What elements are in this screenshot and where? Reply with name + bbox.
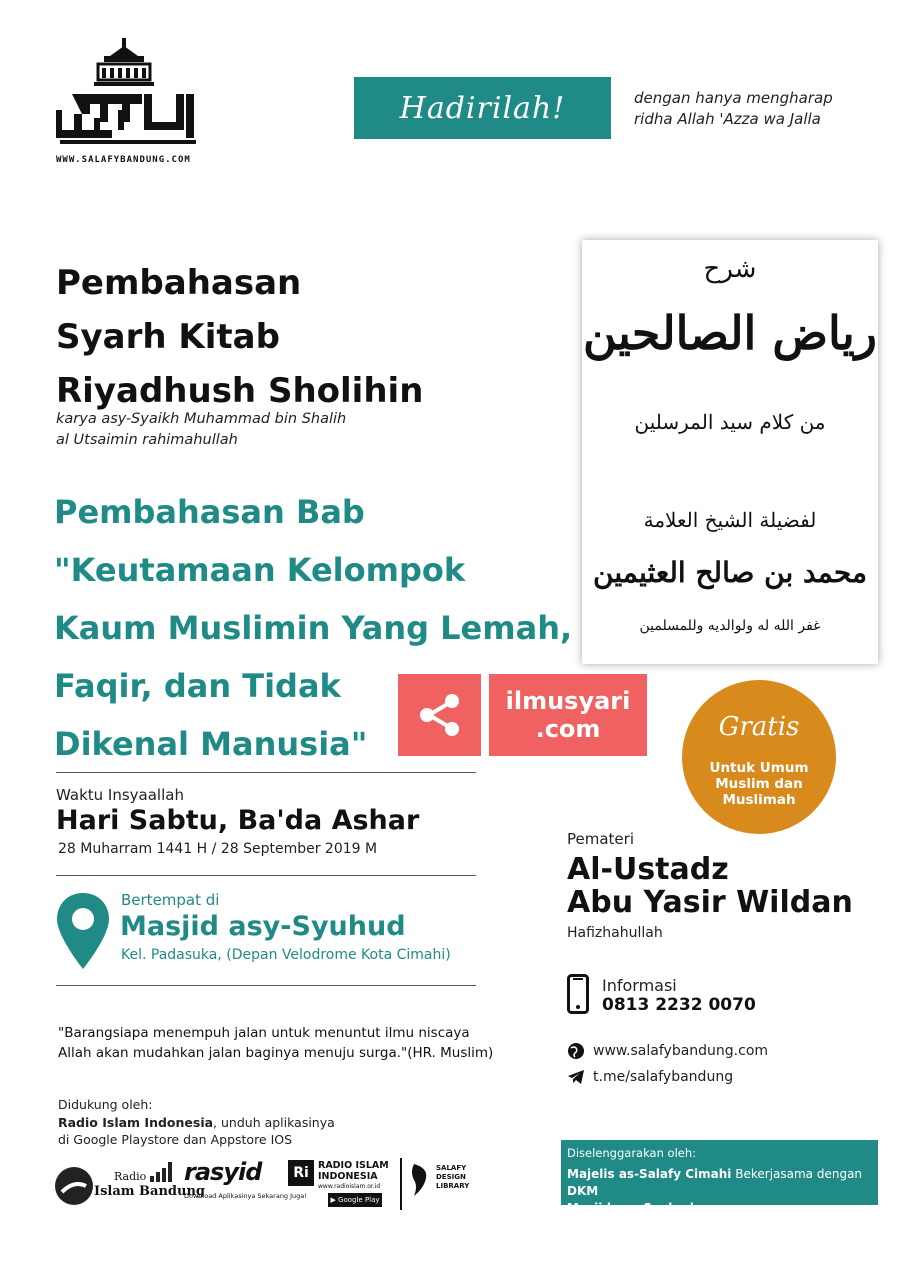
title-line1: Pembahasan [56, 263, 302, 303]
salafy-bandung-logo [52, 34, 212, 169]
sponsor4-line3: LIBRARY [436, 1182, 470, 1190]
header-subtitle [634, 88, 874, 130]
bab-line4: Faqir, dan Tidak [54, 667, 341, 705]
title-line2: Syarh Kitab [56, 317, 280, 357]
radio-islam-indonesia-logo: Ri RADIO ISLAM INDONESIA www.radioislam.or.id ▶ Google Play [288, 1160, 398, 1210]
organizer-line2: Masjid asy-Syuhud [567, 1201, 694, 1215]
dukung-text [58, 1114, 388, 1148]
sponsor2-sub: Download Aplikasinya Sekarang Juga! [184, 1192, 307, 1200]
share-icon [415, 690, 465, 740]
organizer-bold2: DKM [567, 1184, 599, 1198]
share-button[interactable] [398, 674, 481, 756]
tempat-address: Kel. Padasuka, (Depan Velodrome Kota Cimahi) [121, 947, 451, 963]
waktu-date: 28 Muharram 1441 H / 28 September 2019 M [58, 841, 378, 857]
phone-icon [567, 974, 589, 1014]
divider [56, 875, 476, 876]
organizer-mid: Bekerjasama dengan [731, 1167, 863, 1181]
pemateri-name-line1: Al-Ustadz [567, 852, 729, 887]
bab-line3: Kaum Muslimin Yang Lemah, [54, 609, 573, 647]
telegram-icon [567, 1069, 585, 1085]
pemateri-name-line2: Abu Yasir Wildan [567, 885, 853, 920]
organizer-box [561, 1140, 878, 1215]
author [56, 409, 456, 451]
organizer-bold1: Majelis as-Salafy Cimahi [567, 1167, 732, 1181]
pemateri-label: Pemateri [567, 830, 634, 848]
globe-icon [567, 1042, 585, 1060]
hadirilah-text: Hadirilah! [399, 90, 566, 126]
organizer-text [567, 1166, 872, 1217]
book-arabic-6: غفر الله له ولوالديه وللمسلمين [639, 618, 821, 634]
main-title [56, 256, 423, 418]
hadith-quote [58, 1023, 518, 1063]
gratis-title: Gratis [718, 712, 800, 742]
sponsor3-line2: INDONESIA [318, 1171, 378, 1182]
sponsor1-line2: Islam Bandung [94, 1184, 205, 1199]
dukung-rest: , unduh aplikasinya [213, 1115, 335, 1130]
gratis-text [682, 760, 836, 808]
gratis-badge [682, 680, 836, 834]
book-cover [582, 240, 878, 664]
tempat-label: Bertempat di [121, 891, 220, 909]
salafy-design-library-logo [410, 1160, 480, 1210]
sponsor3-line3: www.radioislam.or.id [318, 1183, 381, 1190]
waktu-day: Hari Sabtu, Ba'da Ashar [56, 805, 420, 836]
telegram-text: t.me/salafybandung [593, 1069, 734, 1085]
bab-line2: "Keutamaan Kelompok [54, 551, 466, 589]
gratis-line3: Muslimah [722, 792, 796, 808]
divider [56, 772, 476, 773]
logo-url: WWW.SALAFYBANDUNG.COM [56, 155, 191, 165]
rasyid-logo [184, 1158, 307, 1210]
author-line2: al Utsaimin rahimahullah [56, 432, 238, 448]
book-arabic-1: شرح [703, 254, 757, 284]
book-arabic-4: لفضيلة الشيخ العلامة [643, 508, 817, 532]
title-line3: Riyadhush Sholihin [56, 371, 424, 411]
sponsor-logos [54, 1158, 474, 1214]
location-pin-icon [55, 891, 111, 971]
divider [56, 985, 476, 986]
sponsor1-line1: Radio [114, 1170, 147, 1183]
sponsor2-name: rasyid [184, 1158, 262, 1186]
book-arabic-3: من كلام سيد المرسلين [634, 410, 826, 434]
website-text: www.salafybandung.com [593, 1043, 769, 1059]
ilmusyari-link[interactable] [489, 674, 647, 756]
bab-line1: Pembahasan Bab [54, 493, 365, 531]
info-phone[interactable]: 0813 2232 0070 [602, 995, 756, 1015]
info-label: Informasi [602, 976, 677, 995]
ilmusyari-line1: ilmusyari [505, 687, 631, 715]
gratis-line2: Muslim dan [715, 776, 803, 792]
dukung-label: Didukung oleh: [58, 1097, 153, 1112]
gratis-line1: Untuk Umum [709, 760, 809, 776]
sponsor4-line1: SALAFY [436, 1164, 467, 1172]
sponsor-divider [400, 1158, 402, 1210]
ilmusyari-line2: .com [535, 715, 601, 743]
sponsor4-line2: DESIGN [436, 1173, 466, 1181]
author-line1: karya asy-Syaikh Muhammad bin Shalih [56, 411, 347, 427]
website-link[interactable] [567, 1042, 768, 1060]
quote-line2: Allah akan mudahkan jalan baginya menuju surga."(HR. Muslim) [58, 1045, 494, 1061]
pemateri-name [567, 853, 853, 919]
radio-islam-bandung-logo [54, 1162, 205, 1210]
bab-line5: Dikenal Manusia" [54, 725, 368, 763]
waktu-label: Waktu Insyaallah [56, 786, 184, 804]
quote-line1: "Barangsiapa menempuh jalan untuk menuntut ilmu niscaya [58, 1025, 470, 1041]
header-subtitle-line2: ridha Allah 'Azza wa Jalla [634, 110, 821, 128]
organizer-label: Diselenggarakan oleh: [567, 1146, 697, 1160]
book-arabic-2: رياض الصالحين [583, 306, 877, 360]
dukung-bold: Radio Islam Indonesia [58, 1115, 214, 1130]
hadirilah-banner [354, 77, 611, 139]
tempat-name: Masjid asy-Syuhud [120, 911, 406, 942]
pemateri-suffix: Hafizhahullah [567, 925, 663, 941]
sponsor3-line1: RADIO ISLAM [318, 1160, 389, 1171]
google-play-badge: ▶ Google Play [328, 1193, 382, 1207]
telegram-link[interactable] [567, 1069, 733, 1085]
book-arabic-5: محمد بن صالح العثيمين [593, 556, 867, 589]
dukung-line2: di Google Playstore dan Appstore IOS [58, 1132, 293, 1147]
header-subtitle-line1: dengan hanya mengharap [634, 89, 833, 107]
